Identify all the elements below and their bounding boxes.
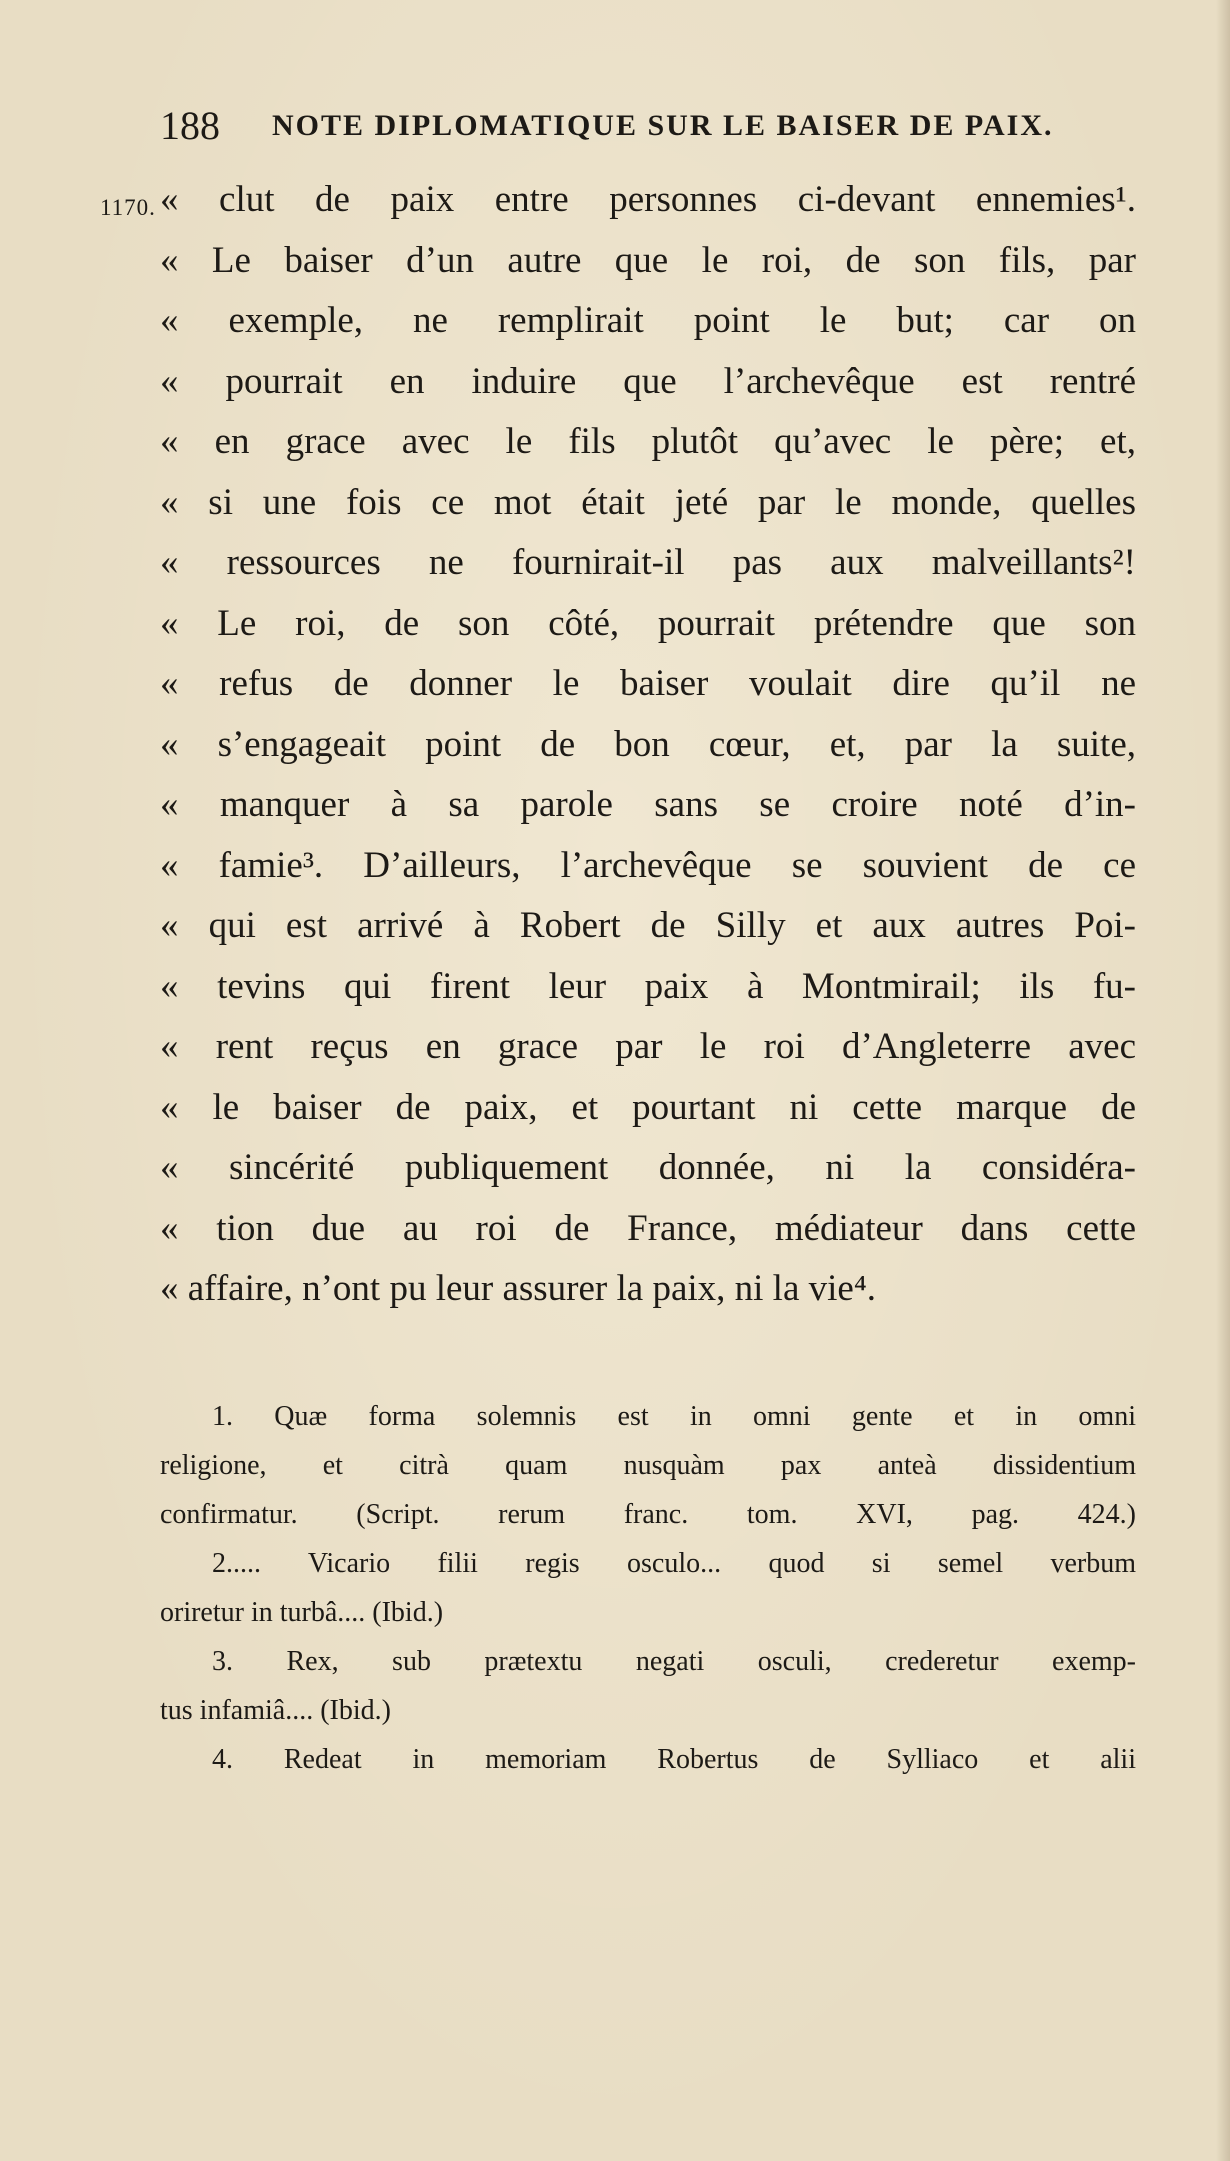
- text-line: « le baiser de paix, et pourtant ni cette marque de: [160, 1086, 1136, 1128]
- footnote-line: tus infamiâ.... (Ibid.): [160, 1695, 391, 1726]
- footnote-line: 2..... Vicario filii regis osculo... quod si semel verbum: [212, 1548, 1136, 1579]
- footnote-line: 1. Quæ forma solemnis est in omni gente et in omni: [212, 1401, 1136, 1432]
- text-line: « tevins qui firent leur paix à Montmirail; ils fu-: [160, 965, 1136, 1007]
- footnote-3: [160, 1637, 1136, 1735]
- main-text: [160, 170, 1136, 1320]
- text-line: « sincérité publiquement donnée, ni la considéra-: [160, 1147, 1136, 1188]
- text-line: « rent reçus en grace par le roi d’Angleterre avec: [160, 1026, 1136, 1067]
- text-line: « Le roi, de son côté, pourrait prétendre que son: [160, 602, 1136, 644]
- footnotes: [160, 1392, 1136, 1784]
- text-line: « tion due au roi de France, médiateur dans cette: [160, 1207, 1136, 1249]
- text-line: « clut de paix entre personnes ci-devant ennemies¹.: [160, 179, 1136, 220]
- margin-year-note: 1170.: [100, 195, 156, 220]
- page-header: [160, 102, 1120, 152]
- text-line: « affaire, n’ont pu leur assurer la paix, ni la vie⁴.: [160, 1268, 876, 1309]
- text-line: « s’engageait point de bon cœur, et, par la suite,: [160, 723, 1136, 765]
- footnote-line: oriretur in turbâ.... (Ibid.): [160, 1597, 444, 1628]
- text-line: « exemple, ne remplirait point le but; car on: [160, 300, 1136, 341]
- text-line: « Le baiser d’un autre que le roi, de son fils, par: [160, 239, 1136, 281]
- text-line: « ressources ne fournirait-il pas aux malveillants²!: [160, 542, 1136, 583]
- text-line: « si une fois ce mot était jeté par le monde, quelles: [160, 481, 1136, 523]
- text-line: « en grace avec le fils plutôt qu’avec le père; et,: [160, 421, 1136, 462]
- text-line: « famie³. D’ailleurs, l’archevêque se souvient de ce: [160, 844, 1136, 886]
- footnote-4: [212, 1735, 1136, 1784]
- footnote-2: [160, 1539, 1136, 1637]
- footnote-line: 4. Redeat in memoriam Robertus de Sylliaco et alii: [212, 1744, 1136, 1775]
- footnote-line: religione, et citrà quam nusquàm pax anteà dissidentium: [160, 1450, 1136, 1481]
- page-number: 188: [160, 103, 220, 148]
- footnote-line: 3. Rex, sub prætextu negati osculi, crederetur exemp-: [212, 1646, 1136, 1677]
- running-title: NOTE DIPLOMATIQUE SUR LE BAISER DE PAIX.: [272, 109, 1054, 142]
- footnote-line: confirmatur. (Script. rerum franc. tom. XVI, pag. 424.): [160, 1499, 1136, 1530]
- text-line: « qui est arrivé à Robert de Silly et aux autres Poi-: [160, 905, 1136, 946]
- text-line: « manquer à sa parole sans se croire noté d’in-: [160, 784, 1136, 825]
- footnote-1: [160, 1392, 1136, 1539]
- page-edge-shadow: [1216, 0, 1230, 2161]
- text-line: « pourrait en induire que l’archevêque est rentré: [160, 360, 1136, 402]
- text-line: « refus de donner le baiser voulait dire qu’il ne: [160, 663, 1136, 704]
